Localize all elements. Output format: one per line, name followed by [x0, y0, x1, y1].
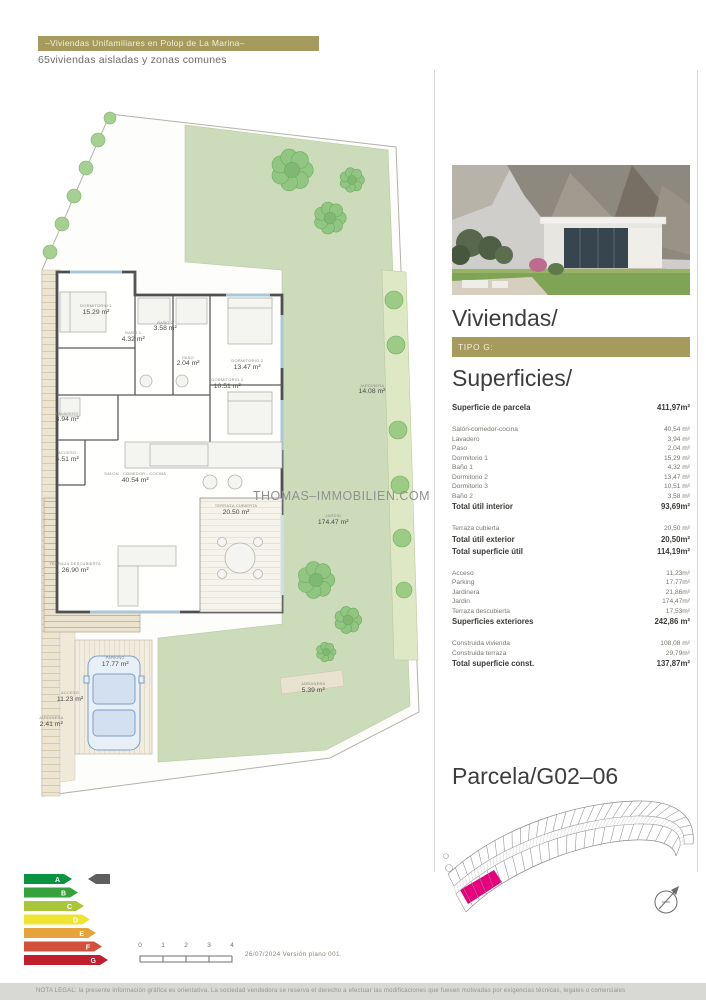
table-row: Superficies exteriores 242,86 m²: [452, 617, 690, 626]
villa-photo: [452, 165, 690, 295]
table-row: Terraza descubierta 17,53m²: [452, 607, 690, 615]
room-label: TERRAZA DESCUBIERTA 26.90 m²: [49, 561, 101, 574]
table-row: Total superficie const. 137,87m²: [452, 659, 690, 668]
table-group: [452, 570, 690, 630]
svg-text:E: E: [79, 930, 84, 938]
table-group: [452, 426, 690, 514]
column-divider: [434, 70, 435, 872]
scale-tick: 4: [230, 942, 234, 949]
room-label: DORMITORIO 2 13.47 m²: [231, 358, 264, 371]
svg-text:C: C: [66, 903, 72, 911]
table-row: Total útil interior 93,69m²: [452, 502, 690, 511]
table-row: Salón-comedor-cocina 40,54 m²: [452, 426, 690, 433]
table-row: Acceso 11,23m²: [452, 569, 690, 577]
floor-plan-drawing: [30, 100, 430, 800]
header-banner: –Viviendas Unifamiliares en Polop de La Marina–: [38, 36, 319, 51]
right-edge-rule: [697, 70, 698, 872]
svg-text:A: A: [54, 876, 60, 884]
svg-text:G: G: [90, 957, 96, 965]
table-row: Construida terraza 29,79m²: [452, 649, 690, 657]
tipo-badge: TIPO G:: [452, 337, 690, 357]
room-label: JARDIN 174.47 m²: [317, 512, 349, 526]
header-subtitle: 65viviendas aisladas y zonas comunes: [38, 54, 227, 66]
table-row: Baño 1 4,32 m²: [452, 464, 690, 471]
scale-bar: [138, 942, 378, 968]
superficies-title: Superficies/: [452, 365, 573, 391]
viviendas-title: Viviendas/: [452, 305, 558, 331]
north-compass-icon: [655, 886, 679, 913]
table-group: [452, 403, 690, 415]
table-row: Lavadero 3,94 m²: [452, 435, 690, 443]
table-row: Dormitorio 3 10,51 m²: [452, 483, 690, 490]
room-label: TERRAZA CUBIERTA 20.50 m²: [214, 502, 258, 516]
table-row: Paso 2,04 m²: [452, 445, 690, 452]
room-label: PARKING 17.77 m²: [101, 654, 129, 668]
table-group: [452, 525, 690, 559]
table-row: Jardinera 21,86m²: [452, 588, 690, 596]
floor-plan: [30, 100, 430, 800]
room-label: LAVADERO 3.94 m²: [55, 410, 79, 424]
table-row: Total útil exterior 20,50m²: [452, 534, 690, 544]
table-row: Dormitorio 1 15,29 m²: [452, 454, 690, 462]
legal-footer: [0, 983, 706, 1000]
table-row: Total superficie útil 114,19m²: [452, 546, 690, 556]
scale-tick: 0: [138, 942, 142, 949]
room-label: JARDINERA 2.41 m²: [38, 715, 64, 728]
room-label: DORMITORIO 1 15.29 m²: [80, 302, 112, 316]
table-group: [452, 640, 690, 671]
room-label: ACCESO 11.23 m²: [56, 689, 84, 703]
table-row: Parking 17,77m²: [452, 579, 690, 586]
scale-tick: 3: [207, 942, 211, 949]
svg-text:D: D: [72, 917, 78, 925]
room-label: SALON - COMEDOR - COCINA 40.54 m²: [104, 470, 167, 484]
table-row: Baño 2 3,58 m²: [452, 492, 690, 500]
room-label: BAÑO 1 4.32 m²: [121, 330, 145, 343]
table-row: Jardin 174,47m²: [452, 598, 690, 605]
room-label: DORMITORIO 3 10.51 m²: [211, 376, 244, 390]
room-label: BAÑO 2 3.58 m²: [153, 319, 177, 333]
surfaces-table: [452, 403, 690, 682]
room-label: JARDINERA 14.08 m²: [358, 382, 386, 396]
table-row: Superficie de parcela 411,97m²: [452, 403, 690, 412]
room-label: JARDINERA 5.39 m²: [300, 680, 326, 694]
site-plan: [440, 798, 700, 930]
svg-text:F: F: [85, 944, 90, 952]
scale-tick: 2: [184, 942, 188, 949]
table-row: Terraza cubierta 20,50 m²: [452, 525, 690, 532]
scale-tick: 1: [161, 942, 165, 949]
room-label: PASO 2.04 m²: [176, 354, 200, 368]
table-row: Dormitorio 2 13,47 m²: [452, 473, 690, 481]
svg-text:B: B: [60, 890, 66, 898]
watermark: THOMAS–IMMOBILIEN.COM: [252, 489, 430, 504]
plan-version-text: 26/07/2024 Versión plano 001.: [245, 951, 343, 958]
room-label: ACCESO 4.51 m²: [55, 449, 79, 463]
parcela-title: Parcela/G02–06: [452, 763, 619, 789]
table-row: Construida vivienda 108,08 m²: [452, 640, 690, 647]
legal-note: NOTA LEGAL: la presente información gráfica es orientativa. La sociedad vendedora se reserva el derecho a efectuar las modificaciones que fuesen motivadas por exigencias técnicas, legales o comerciales: [36, 988, 626, 994]
